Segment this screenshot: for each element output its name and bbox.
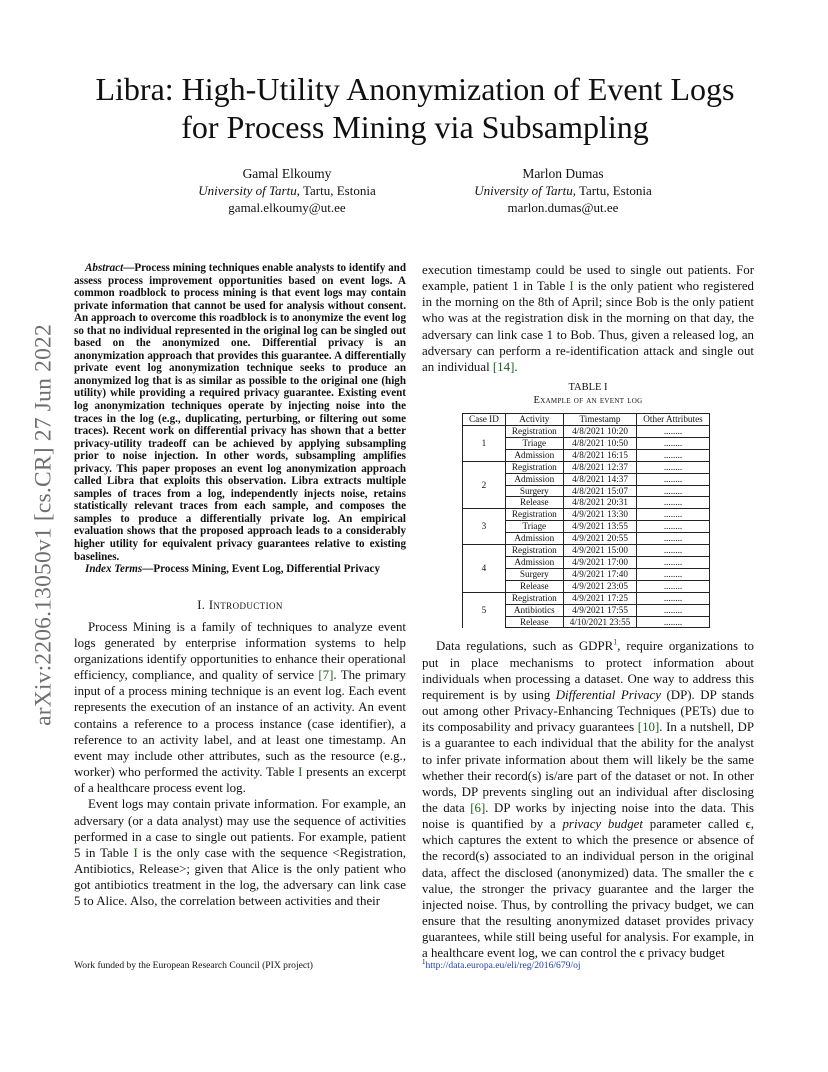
timestamp-cell: 4/9/2021 20:55 bbox=[563, 533, 637, 545]
activity-cell: Registration bbox=[505, 461, 563, 473]
paper-title bbox=[70, 70, 760, 146]
timestamp-cell: 4/9/2021 13:55 bbox=[563, 521, 637, 533]
text-run: Event logs may contain private information. For example, an adversary (or a data analyst) may use the sequence of activities performed in a case to single out patients. For example, patient 5 in Table bbox=[74, 797, 406, 860]
timestamp-cell: 4/8/2021 12:37 bbox=[563, 461, 637, 473]
author-email: marlon.dumas@ut.ee bbox=[507, 200, 619, 215]
emphasis: Differential Privacy bbox=[555, 687, 661, 702]
case-id-cell: 5 bbox=[463, 592, 506, 628]
text-run: presents an excerpt of a healthcare process event log. bbox=[74, 765, 406, 796]
table-number: TABLE I bbox=[568, 382, 608, 394]
attributes-cell: ........ bbox=[637, 533, 709, 545]
affiliation-location: , Tartu, Estonia bbox=[296, 183, 376, 198]
attributes-cell: ........ bbox=[637, 473, 709, 485]
timestamp-cell: 4/9/2021 17:55 bbox=[563, 604, 637, 616]
author-block-2 bbox=[433, 165, 693, 216]
timestamp-cell: 4/9/2021 17:40 bbox=[563, 568, 637, 580]
title-line-1: Libra: High-Utility Anonymization of Event Logs bbox=[95, 71, 735, 107]
citation-link[interactable]: [10] bbox=[637, 720, 660, 735]
funding-footnote: Work funded by the European Research Council (PIX project) bbox=[74, 960, 313, 971]
activity-cell: Admission bbox=[505, 473, 563, 485]
attributes-cell: ........ bbox=[637, 485, 709, 497]
text-run: execution timestamp could be used to single out patients. For example, patient 1 in Table bbox=[422, 263, 754, 294]
column-header: Case ID bbox=[463, 414, 506, 426]
title-line-2: for Process Mining via Subsampling bbox=[181, 109, 649, 145]
author-affiliation bbox=[433, 182, 693, 199]
table-body bbox=[463, 426, 710, 628]
table-row bbox=[463, 545, 710, 557]
activity-cell: Triage bbox=[505, 437, 563, 449]
timestamp-cell: 4/9/2021 13:30 bbox=[563, 509, 637, 521]
attributes-cell: ........ bbox=[637, 509, 709, 521]
attributes-cell: ........ bbox=[637, 545, 709, 557]
table-row bbox=[463, 426, 710, 438]
attributes-cell: ........ bbox=[637, 461, 709, 473]
column-header: Timestamp bbox=[563, 414, 637, 426]
text-run: , require organizations to put in place mechanisms to protect information about individuals when processing a dataset. One way to address this requirement is by using bbox=[422, 639, 754, 702]
index-terms-text: —Process Mining, Event Log, Differential Privacy bbox=[142, 563, 380, 576]
attributes-cell: ........ bbox=[637, 616, 709, 628]
column-header: Other Attributes bbox=[637, 414, 709, 426]
table-caption bbox=[422, 381, 754, 407]
timestamp-cell: 4/8/2021 14:37 bbox=[563, 473, 637, 485]
abstract-lead: Abstract bbox=[85, 262, 124, 274]
activity-cell: Surgery bbox=[505, 568, 563, 580]
timestamp-cell: 4/8/2021 15:07 bbox=[563, 485, 637, 497]
table-row bbox=[463, 509, 710, 521]
index-terms bbox=[74, 563, 406, 576]
abstract-text: —Process mining techniques enable analysts to identify and assess process improvement opportunities based on event logs. A common roadblock to process mining is that event logs may contain private information that cannot be used for analysis without consent. An approach to overcome this roadblock is to anonymize the event log so that no individual represented in the original log can be singled out based on the anonymized one. Differential privacy is an anonymization approach that provides this guarantee. A differentially private event log anonymization technique seeks to produce an anonymized log that is as similar as possible to the original one (high utility) while providing a required privacy guarantee. Existing event log anonymization techniques operate by injecting noise into the traces in the log (e.g., duplicating, perturbing, or filtering out some traces). Recent work on differential privacy has shown that a better privacy-utility tradeoff can be achieved by applying subsampling prior to noise injection. In other words, subsampling amplifies privacy. This paper proposes an event log anonymization approach called Libra that exploits this observation. Libra extracts multiple samples of traces from a log, independently injects noise, retains statistically relevant traces from each sample, and composes the samples to produce a differentially private log. An empirical evaluation shows that the proposed approach leads to a considerably higher utility for equivalent privacy guarantees relative to existing baselines. bbox=[74, 262, 406, 563]
activity-cell: Admission bbox=[505, 449, 563, 461]
activity-cell: Antibiotics bbox=[505, 604, 563, 616]
affiliation-university: University of Tartu bbox=[198, 183, 297, 198]
table-row bbox=[463, 461, 710, 473]
timestamp-cell: 4/10/2021 23:55 bbox=[563, 616, 637, 628]
attributes-cell: ........ bbox=[637, 580, 709, 592]
timestamp-cell: 4/8/2021 16:15 bbox=[563, 449, 637, 461]
attributes-cell: ........ bbox=[637, 437, 709, 449]
citation-link[interactable]: [7] bbox=[318, 668, 334, 683]
index-terms-lead: Index Terms bbox=[85, 563, 143, 576]
table-ref-link[interactable]: I bbox=[133, 845, 138, 860]
case-id-cell: 4 bbox=[463, 545, 506, 593]
attributes-cell: ........ bbox=[637, 521, 709, 533]
author-email: gamal.elkoumy@ut.ee bbox=[228, 200, 346, 215]
arxiv-stamp-text: arXiv:2206.13050v1 [cs.CR] 27 Jun 2022 bbox=[30, 324, 57, 726]
author-name: Gamal Elkoumy bbox=[242, 166, 332, 181]
arxiv-stamp bbox=[14, 290, 74, 760]
author-block-1 bbox=[157, 165, 417, 216]
attributes-cell: ........ bbox=[637, 592, 709, 604]
activity-cell: Admission bbox=[505, 533, 563, 545]
activity-cell: Registration bbox=[505, 545, 563, 557]
attributes-cell: ........ bbox=[637, 568, 709, 580]
activity-cell: Release bbox=[505, 580, 563, 592]
author-name: Marlon Dumas bbox=[522, 166, 604, 181]
section-heading-introduction: I. Introduction bbox=[197, 597, 283, 612]
text-run: . bbox=[514, 359, 518, 374]
case-id-cell: 2 bbox=[463, 461, 506, 509]
activity-cell: Release bbox=[505, 616, 563, 628]
attributes-cell: ........ bbox=[637, 426, 709, 438]
text-run: parameter called ϵ, which captures the extent to which the presence or absence of the record(s) associated to an individual person in the original data, affect the disclosed (anonymized) data. The smaller the ϵ value, the stronger the privacy guarantee and the larger the injected noise. Thus, by controlling the privacy budget, we can ensure that the resulting anonymized dataset provides privacy guarantees, while still being useful for analysis. For example, in a healthcare event log, we can control the ϵ privacy budget bbox=[422, 817, 754, 961]
timestamp-cell: 4/9/2021 17:25 bbox=[563, 592, 637, 604]
table-ref-link[interactable]: I bbox=[298, 765, 303, 780]
left-column bbox=[74, 262, 406, 909]
url-footnote bbox=[422, 958, 581, 971]
event-log-table bbox=[462, 413, 710, 628]
timestamp-cell: 4/9/2021 15:00 bbox=[563, 545, 637, 557]
activity-cell: Registration bbox=[505, 592, 563, 604]
activity-cell: Release bbox=[505, 497, 563, 509]
timestamp-cell: 4/9/2021 23:05 bbox=[563, 580, 637, 592]
activity-cell: Admission bbox=[505, 556, 563, 568]
activity-cell: Surgery bbox=[505, 485, 563, 497]
timestamp-cell: 4/8/2021 10:20 bbox=[563, 426, 637, 438]
attributes-cell: ........ bbox=[637, 449, 709, 461]
affiliation-university: University of Tartu bbox=[474, 183, 573, 198]
intro-paragraph-1 bbox=[74, 619, 406, 797]
activity-cell: Triage bbox=[505, 521, 563, 533]
attributes-cell: ........ bbox=[637, 497, 709, 509]
right-paragraph-1 bbox=[422, 262, 754, 375]
timestamp-cell: 4/8/2021 10:50 bbox=[563, 437, 637, 449]
activity-cell: Registration bbox=[505, 509, 563, 521]
table-ref-link[interactable]: I bbox=[569, 279, 574, 294]
affiliation-location: , Tartu, Estonia bbox=[572, 183, 652, 198]
citation-link[interactable]: [14] bbox=[492, 359, 515, 374]
footnote-number: 1 bbox=[422, 958, 426, 966]
right-paragraph-2 bbox=[422, 638, 754, 961]
abstract bbox=[74, 262, 406, 563]
footnote-marker[interactable]: 1 bbox=[613, 638, 618, 648]
text-run: (DP). DP stands out among other Privacy-Enhancing Techniques (PETs) due to its composability and privacy guarantees bbox=[422, 687, 755, 735]
timestamp-cell: 4/9/2021 17:00 bbox=[563, 556, 637, 568]
text-run: Process Mining is a family of techniques to analyze event logs generated by enterprise information systems to help organizations identify opportunities to enhance their operational efficiency, compliance, and quality of service bbox=[74, 619, 406, 683]
text-run: . The primary input of a process mining technique is an event log. Each event represents the execution of an instance of an activity. An event contains a reference to a process instance (case identifier), a reference to an activity label, and at least one timestamp. An event may include other attributes, such as the resource (e.g., worker) who performed the activity. Table bbox=[74, 668, 406, 780]
citation-link[interactable]: [6] bbox=[470, 800, 486, 815]
case-id-cell: 1 bbox=[463, 426, 506, 462]
table-header-row bbox=[463, 414, 710, 426]
emphasis: privacy budget bbox=[562, 817, 643, 832]
text-run: is the only case with the sequence <Registration, Antibiotics, Release>; given that Alice is the only patient who got antibiotics treatment in the log, the adversary can link case 5 to Alice. Also, the correlation between activities and their bbox=[74, 845, 406, 909]
author-affiliation bbox=[157, 182, 417, 199]
attributes-cell: ........ bbox=[637, 556, 709, 568]
column-header: Activity bbox=[505, 414, 563, 426]
text-run: is the only patient who registered in the morning on the 8th of April; since Bob is the only patient who was at the registration disk in the morning on that day, the adversary can link case 1 to Bob. Thus, given a released log, an adversary can perform a re-identification attack and single out an individual bbox=[422, 279, 754, 374]
right-column bbox=[422, 262, 754, 962]
intro-paragraph-2 bbox=[74, 796, 406, 909]
case-id-cell: 3 bbox=[463, 509, 506, 545]
attributes-cell: ........ bbox=[637, 604, 709, 616]
text-run: . In a nutshell, DP is a guarantee to each individual that the ability for the analyst to infer private information about them will likely be the same whether their record(s) is/are part of the dataset or not. In other words, DP prevents singling out an individual after disclosing the data bbox=[422, 720, 755, 815]
activity-cell: Registration bbox=[505, 426, 563, 438]
timestamp-cell: 4/8/2021 20:31 bbox=[563, 497, 637, 509]
text-run: . DP works by injecting noise into the data. This noise is quantified by a bbox=[422, 800, 754, 832]
table-title: Example of an event log bbox=[533, 395, 643, 407]
table-row bbox=[463, 592, 710, 604]
footnote-url-link[interactable]: http://data.europa.eu/eli/reg/2016/679/oj bbox=[425, 960, 581, 972]
text-run: Data regulations, such as GDPR bbox=[436, 639, 614, 654]
